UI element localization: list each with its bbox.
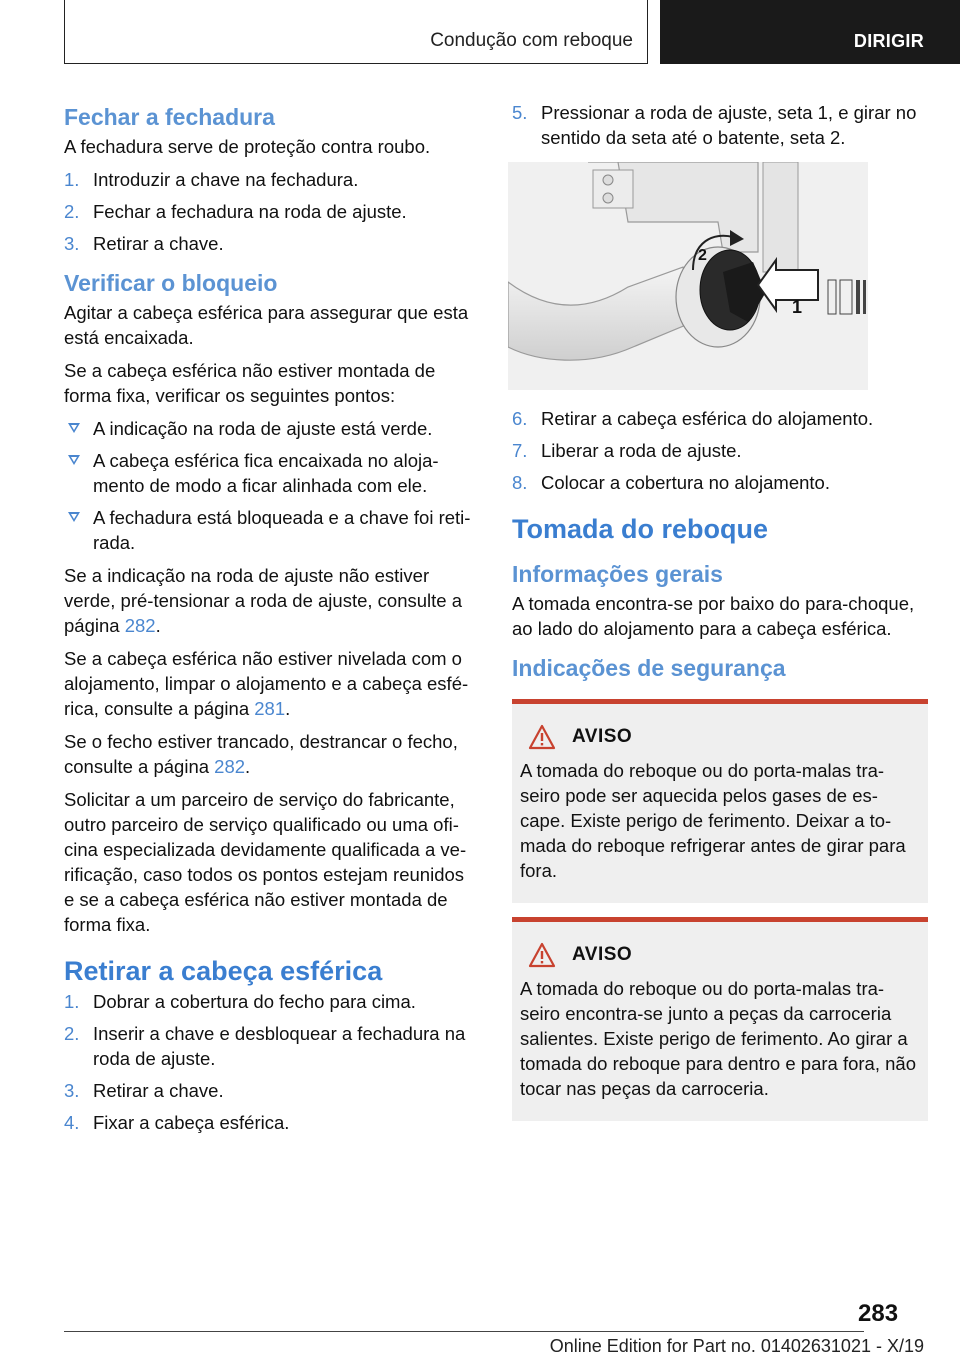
header-section-title: Condução com reboque [430, 30, 633, 51]
paragraph-fechar: A fechadura serve de proteção contra roubo. [64, 136, 431, 157]
step-number: 1. [64, 991, 80, 1012]
heading-verificar-bloqueio: Verificar o bloqueio [64, 270, 278, 296]
triangle-bullet-icon [68, 455, 80, 465]
steps-retirar [64, 989, 478, 1135]
step-text: Fechar a fechadura na roda de ajuste. [93, 201, 407, 222]
step-text: Retirar a chave. [93, 1080, 224, 1101]
step-text: Retirar a chave. [93, 233, 224, 254]
text: Se a indicação na roda de ajuste não estiver verde, pré-tensionar a roda de ajuste, consulte a página [64, 565, 462, 636]
towbar-drawing [508, 162, 868, 390]
arrow-1-label: 1 [792, 297, 803, 317]
list-item [64, 199, 478, 224]
warning-triangle-icon [528, 724, 556, 750]
step-text: Introduzir a chave na fechadura. [93, 169, 359, 190]
heading-retirar-cabeca: Retirar a cabeça esférica [64, 956, 383, 986]
warning-header [528, 942, 918, 968]
page-link-282[interactable]: 282 [214, 756, 246, 777]
triangle-bullet-icon [68, 512, 80, 522]
list-item [64, 1078, 478, 1103]
header-section-box [64, 0, 648, 64]
paragraph-verde [64, 563, 478, 638]
list-item [64, 505, 478, 555]
warning-text: A tomada do reboque ou do porta-malas tra‐seiro pode ser aquecida pelos gases de es‐cape. Existe perigo de ferimento. Deixar a to‐mada do reboque refrigerar antes de girar para fora. [520, 760, 906, 881]
page-link-282[interactable]: 282 [124, 615, 156, 636]
arrow-2-label: 2 [698, 247, 707, 264]
heading-fechar-fechadura: Fechar a fechadura [64, 104, 275, 130]
text: . [245, 756, 251, 777]
list-item [64, 1110, 478, 1135]
paragraph-nivelada [64, 646, 478, 721]
towbar-illustration [508, 162, 868, 390]
step-number: 6. [512, 408, 528, 429]
text: Se a cabeça esférica não estiver nivelada com o alojamento, limpar o alojamento e a cabeça esfé‐rica, consulte a página [64, 648, 469, 719]
list-item [512, 438, 928, 463]
step-number: 2. [64, 201, 80, 222]
footer-divider [64, 1331, 864, 1332]
heading-informacoes-gerais: Informações gerais [512, 561, 723, 587]
step-number: 7. [512, 440, 528, 461]
warning-text: A tomada do reboque ou do porta-malas tra‐seiro encontra-se junto a peças da carroceria salientes. Existe perigo de ferimento. Ao girar a tomada do reboque para dentro e para fora, não tocar nas peças da carroceria. [520, 978, 916, 1099]
warning-box [512, 699, 928, 903]
paragraph-verif-1: Agitar a cabeça esférica para assegurar que esta está encaixada. [64, 302, 469, 348]
footer-edition: Online Edition for Part no. 01402631021 - X/19 [549, 1336, 924, 1356]
triangle-bullet-icon [68, 423, 80, 433]
list-item [512, 100, 928, 150]
step-number: 3. [64, 1080, 80, 1101]
steps-fechar [64, 167, 478, 256]
text: . [285, 698, 291, 719]
bullet-text: A fechadura está bloqueada e a chave foi reti‐rada. [93, 507, 471, 553]
bullet-text: A indicação na roda de ajuste está verde. [93, 418, 433, 439]
text: . [155, 615, 161, 636]
bullet-text: A cabeça esférica fica encaixada no aloja‐mento de modo a ficar alinhada com ele. [93, 450, 439, 496]
list-item [64, 989, 478, 1014]
step-text: Dobrar a cobertura do fecho para cima. [93, 991, 416, 1012]
left-column [64, 100, 478, 1143]
step-number: 3. [64, 233, 80, 254]
step-text: Liberar a roda de ajuste. [541, 440, 742, 461]
steps-step5 [512, 100, 928, 150]
header-chapter-title: DIRIGIR [853, 31, 924, 51]
step-number: 2. [64, 1023, 80, 1044]
step-text: Pressionar a roda de ajuste, seta 1, e girar no sentido da seta até o batente, seta 2. [541, 102, 917, 148]
list-item [64, 231, 478, 256]
warning-box [512, 917, 928, 1121]
page-number: 283 [858, 1300, 899, 1327]
heading-tomada-reboque: Tomada do reboque [512, 514, 769, 544]
warning-header [528, 724, 918, 750]
list-item [64, 448, 478, 498]
header-chapter-tab [660, 0, 960, 64]
list-item [512, 406, 928, 431]
paragraph-fecho [64, 729, 478, 779]
list-item [512, 470, 928, 495]
warning-title: AVISO [572, 944, 633, 965]
checklist [64, 416, 478, 555]
step-number: 4. [64, 1112, 80, 1133]
steps-after [512, 406, 928, 495]
list-item [64, 416, 478, 441]
step-text: Inserir a chave e desbloquear a fechadura na roda de ajuste. [93, 1023, 466, 1069]
step-number: 1. [64, 169, 80, 190]
step-text: Retirar a cabeça esférica do alojamento. [541, 408, 874, 429]
right-column [512, 100, 928, 1121]
list-item [64, 167, 478, 192]
step-number: 8. [512, 472, 528, 493]
step-number: 5. [512, 102, 528, 123]
heading-indicacoes-seguranca: Indicações de segurança [512, 655, 786, 681]
warning-triangle-icon [528, 942, 556, 968]
warning-title: AVISO [572, 726, 633, 747]
step-text: Fixar a cabeça esférica. [93, 1112, 290, 1133]
step-text: Colocar a cobertura no alojamento. [541, 472, 830, 493]
paragraph-verif-2: Se a cabeça esférica não estiver montada de forma fixa, verificar os seguintes pontos: [64, 360, 436, 406]
page-link-281[interactable]: 281 [254, 698, 286, 719]
list-item [64, 1021, 478, 1071]
paragraph-info: A tomada encontra-se por baixo do para-choque, ao lado do alojamento para a cabeça esférica. [512, 593, 915, 639]
paragraph-solicitar: Solicitar a um parceiro de serviço do fabricante, outro parceiro de serviço qualificado ou uma ofi‐cina especializada devidamente qualificada a ve‐rificação, caso todos os pontos estejam reunidos e se a cabeça esférica não estiver montada de forma fixa. [64, 789, 467, 935]
text: Se o fecho estiver trancado, destrancar o fecho, consulte a página [64, 731, 458, 777]
